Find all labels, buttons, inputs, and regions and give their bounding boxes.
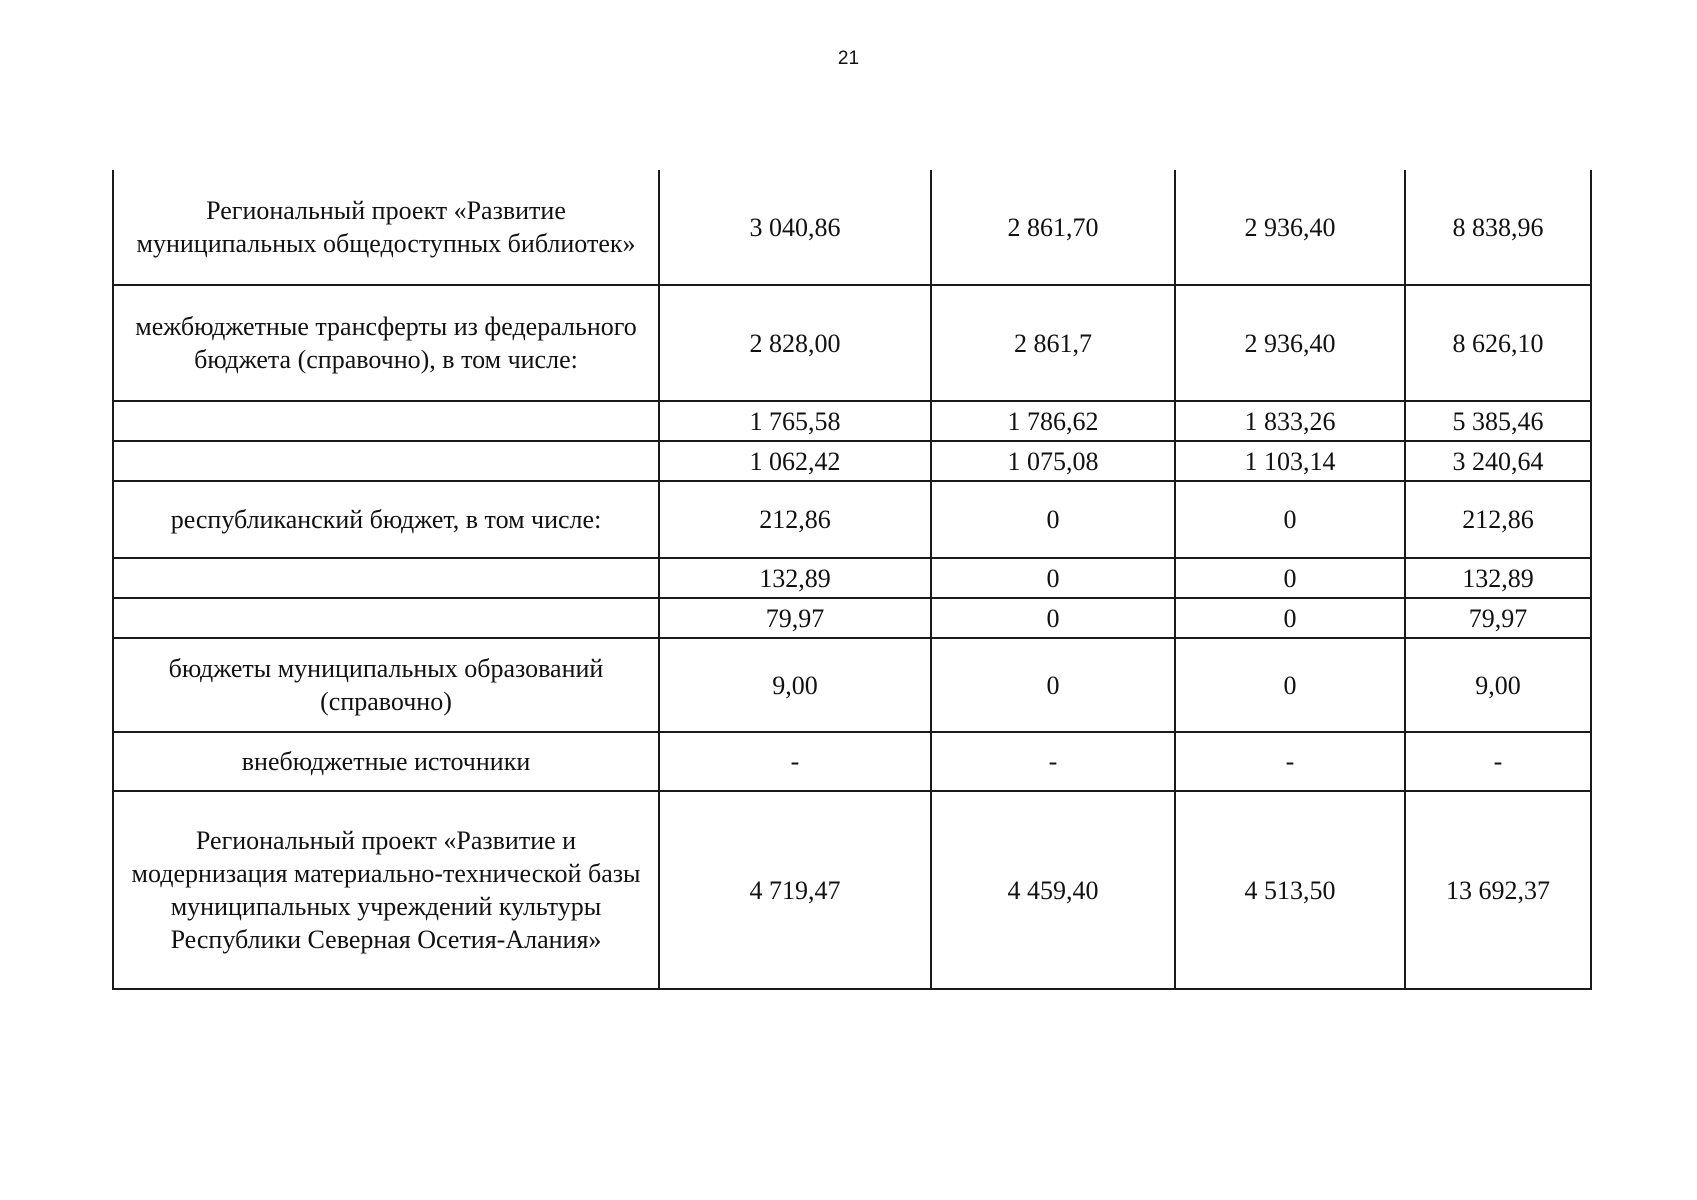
value-cell-year-3: -: [1175, 732, 1405, 791]
value-cell-total: 5 385,46: [1405, 401, 1591, 441]
table-row: [113, 481, 1591, 558]
value-cell-year-1: 212,86: [659, 481, 931, 558]
row-label: республиканский бюджет, в том числе:: [113, 481, 659, 558]
value-cell-year-2: 1 786,62: [931, 401, 1175, 441]
row-label: [113, 598, 659, 638]
value-cell-year-2: 0: [931, 598, 1175, 638]
value-cell-total: 3 240,64: [1405, 441, 1591, 481]
value-cell-total: 79,97: [1405, 598, 1591, 638]
value-cell-total: 9,00: [1405, 638, 1591, 732]
value-cell-total: 13 692,37: [1405, 791, 1591, 989]
value-cell-total: -: [1405, 732, 1591, 791]
table-row: [113, 401, 1591, 441]
value-cell-year-1: 79,97: [659, 598, 931, 638]
row-label: межбюджетные трансферты из федерального бюджета (справочно), в том числе:: [113, 285, 659, 401]
value-cell-year-3: 0: [1175, 638, 1405, 732]
row-label: [113, 401, 659, 441]
value-cell-year-1: 9,00: [659, 638, 931, 732]
value-cell-year-1: 1 765,58: [659, 401, 931, 441]
table-row: [113, 638, 1591, 732]
value-cell-year-1: 1 062,42: [659, 441, 931, 481]
value-cell-year-2: 1 075,08: [931, 441, 1175, 481]
row-label: [113, 558, 659, 598]
table-row: [113, 598, 1591, 638]
value-cell-total: 132,89: [1405, 558, 1591, 598]
value-cell-total: 8 626,10: [1405, 285, 1591, 401]
row-label: Региональный проект «Развитие и модернизация материально-технической базы муниципальных учреждений культуры Республики Северная Осетия-Алания»: [113, 791, 659, 989]
value-cell-year-2: 4 459,40: [931, 791, 1175, 989]
row-label: внебюджетные источники: [113, 732, 659, 791]
table-row: [113, 285, 1591, 401]
table-row: [113, 441, 1591, 481]
value-cell-year-1: 132,89: [659, 558, 931, 598]
value-cell-year-2: 0: [931, 638, 1175, 732]
value-cell-year-2: 0: [931, 481, 1175, 558]
value-cell-year-2: 2 861,7: [931, 285, 1175, 401]
row-label: Региональный проект «Развитие муниципальных общедоступных библиотек»: [113, 170, 659, 285]
value-cell-year-1: 2 828,00: [659, 285, 931, 401]
row-label: [113, 441, 659, 481]
table-row: [113, 732, 1591, 791]
table-row: [113, 791, 1591, 989]
value-cell-year-3: 1 103,14: [1175, 441, 1405, 481]
page-number: 21: [837, 48, 860, 69]
value-cell-total: 8 838,96: [1405, 170, 1591, 285]
value-cell-year-2: -: [931, 732, 1175, 791]
value-cell-year-1: 3 040,86: [659, 170, 931, 285]
row-label: бюджеты муниципальных образований (справочно): [113, 638, 659, 732]
value-cell-total: 212,86: [1405, 481, 1591, 558]
value-cell-year-3: 2 936,40: [1175, 170, 1405, 285]
value-cell-year-3: 0: [1175, 558, 1405, 598]
value-cell-year-3: 0: [1175, 598, 1405, 638]
value-cell-year-1: 4 719,47: [659, 791, 931, 989]
value-cell-year-1: -: [659, 732, 931, 791]
value-cell-year-2: 2 861,70: [931, 170, 1175, 285]
budget-table: [112, 170, 1592, 990]
value-cell-year-3: 1 833,26: [1175, 401, 1405, 441]
value-cell-year-3: 4 513,50: [1175, 791, 1405, 989]
value-cell-year-3: 2 936,40: [1175, 285, 1405, 401]
value-cell-year-3: 0: [1175, 481, 1405, 558]
table-row: [113, 558, 1591, 598]
value-cell-year-2: 0: [931, 558, 1175, 598]
table-row: [113, 170, 1591, 285]
